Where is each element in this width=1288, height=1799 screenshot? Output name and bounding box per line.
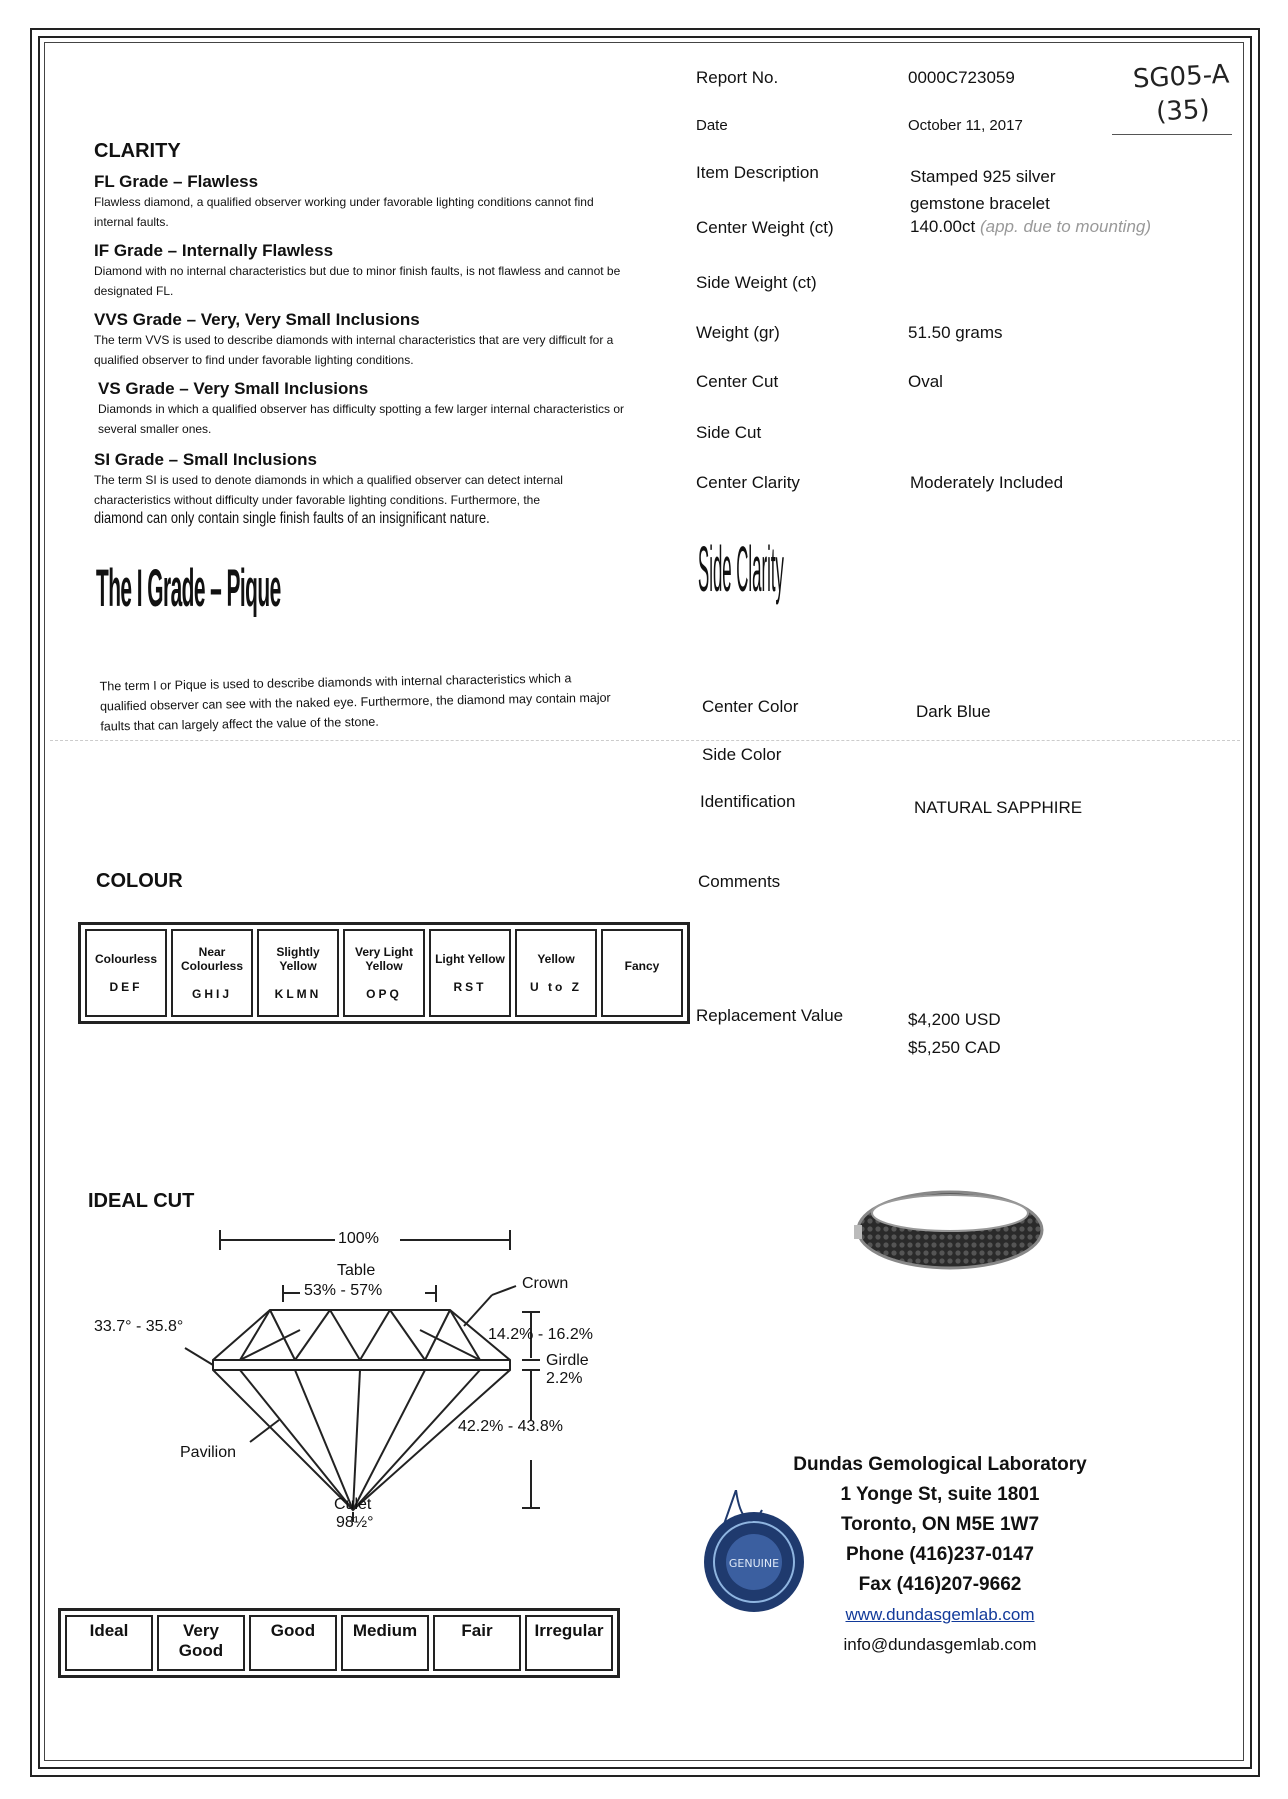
colour-cell: Near Colourless GHIJ	[171, 929, 253, 1017]
clarity-grade-vvs	[94, 310, 634, 370]
grade-title: SI Grade – Small Inclusions	[94, 450, 317, 469]
cut-girdle-value: 2.2%	[546, 1370, 583, 1387]
clarity-grade-si	[94, 450, 714, 528]
cut-culet-label: Culet	[334, 1496, 372, 1513]
clarity-grade-if	[94, 241, 634, 301]
clarity-heading: CLARITY	[94, 140, 181, 162]
field-label-side-cut: Side Cut	[696, 423, 762, 442]
colour-cell: Very Light Yellow OPQ	[343, 929, 425, 1017]
grade-title: FL Grade – Flawless	[94, 172, 259, 191]
field-label-identification: Identification	[700, 792, 796, 811]
field-value-center-color: Dark Blue	[916, 702, 991, 721]
cut-crown-height: 14.2% - 16.2%	[488, 1326, 593, 1343]
cut-girdle-label: Girdle	[546, 1352, 589, 1369]
lab-website-link[interactable]: www.dundasgemlab.com	[845, 1605, 1035, 1624]
grade-title: VS Grade – Very Small Inclusions	[98, 379, 369, 398]
field-value-center-clarity: Moderately Included	[910, 473, 1064, 492]
cut-table-range: 53% - 57%	[304, 1282, 383, 1299]
bracelet-photo	[850, 1185, 1050, 1275]
field-label-date: Date	[696, 117, 728, 134]
field-label-report-no: Report No.	[696, 68, 779, 87]
field-label-side-color: Side Color	[702, 745, 782, 764]
center-weight-note: (app. due to mounting)	[979, 217, 1152, 236]
lab-email: info@dundasgemlab.com	[843, 1635, 1037, 1654]
field-value-weight-gr: 51.50 grams	[908, 323, 1003, 342]
cut-width-label: 100%	[338, 1230, 379, 1247]
lab-phone: Phone (416)237-0147	[846, 1544, 1034, 1565]
grade-text: The term SI is used to denote diamonds in which a qualified observer can detect internal characteristics without difficulty under favorable lighting conditions. Furthermore, the	[94, 473, 563, 507]
field-label-center-color: Center Color	[702, 697, 799, 716]
lab-fax: Fax (416)207-9662	[858, 1574, 1022, 1595]
lab-address-2: Toronto, ON M5E 1W7	[840, 1514, 1040, 1535]
lab-name: Dundas Gemological Laboratory	[793, 1454, 1087, 1475]
grade-text-continuation: diamond can only contain single finish faults of an insignificant nature.	[94, 510, 490, 527]
colour-cell: Slightly Yellow KLMN	[257, 929, 339, 1017]
field-label-item-description: Item Description	[696, 163, 819, 182]
colour-cell: Colourless DEF	[85, 929, 167, 1017]
cut-grade-cell: Medium	[341, 1615, 429, 1671]
field-label-side-clarity: Side Clarity	[698, 535, 784, 606]
colour-cell: Fancy	[601, 929, 683, 1017]
field-label-comments: Comments	[698, 872, 781, 891]
cut-grade-cell: Good	[249, 1615, 337, 1671]
colour-heading: COLOUR	[96, 870, 183, 892]
grade-title: VVS Grade – Very, Very Small Inclusions	[94, 310, 420, 329]
grade-title: IF Grade – Internally Flawless	[94, 241, 334, 260]
colour-cell: Yellow U to Z	[515, 929, 597, 1017]
field-label-center-weight: Center Weight (ct)	[696, 218, 834, 237]
fold-line	[50, 740, 1240, 741]
cut-grade-cell: Fair	[433, 1615, 521, 1671]
cut-crown-angle: 33.7° - 35.8°	[94, 1318, 184, 1335]
handwritten-underline	[1112, 134, 1232, 135]
field-value-replacement-cad: $5,250 CAD	[908, 1038, 1001, 1057]
grade-text: The term VVS is used to describe diamonds with internal characteristics that are very difficult for a qualified observer to find under favorable lighting conditions.	[94, 333, 614, 367]
grade-text: Flawless diamond, a qualified observer working under favorable lighting conditions cannot find internal faults.	[94, 195, 594, 229]
colour-cell: Light Yellow RST	[429, 929, 511, 1017]
pique-text: The term I or Pique is used to describe diamonds with internal characteristics which a qualified observer can see with the naked eye. Furthermore, the diamond may contain major faults that can largely affect the value of the stone.	[99, 671, 611, 734]
field-label-replacement-value: Replacement Value	[696, 1006, 844, 1025]
field-value-report-no: 0000C723059	[908, 68, 1015, 87]
field-value-item-description: Stamped 925 silver gemstone bracelet	[910, 167, 1056, 213]
field-value-identification: NATURAL SAPPHIRE	[914, 798, 1083, 817]
field-value-date: October 11, 2017	[908, 117, 1023, 134]
cut-pavilion-depth: 42.2% - 43.8%	[458, 1418, 563, 1435]
ideal-cut-heading: IDEAL CUT	[88, 1190, 195, 1212]
cut-crown-label: Crown	[522, 1275, 569, 1292]
cut-grade-cell: Very Good	[157, 1615, 245, 1671]
cut-grade-cell: Irregular	[525, 1615, 613, 1671]
field-label-weight-gr: Weight (gr)	[696, 323, 780, 342]
handwritten-note: SG05-A (35)	[1132, 59, 1231, 128]
pique-title: The I Grade – Pique	[96, 560, 281, 619]
field-label-center-cut: Center Cut	[696, 372, 779, 391]
grade-text: Diamonds in which a qualified observer has difficulty spotting a few larger internal characteristics or several smaller ones.	[98, 402, 625, 436]
colour-scale-table	[78, 922, 690, 1024]
field-label-center-clarity: Center Clarity	[696, 473, 800, 492]
cut-table-label: Table	[337, 1262, 376, 1279]
cut-culet-value: 98½°	[336, 1514, 374, 1531]
field-value-replacement-usd: $4,200 USD	[908, 1010, 1001, 1029]
grade-text: Diamond with no internal characteristics but due to minor finish faults, is not flawless and cannot be designated FL.	[94, 264, 621, 298]
cut-grade-cell: Ideal	[65, 1615, 153, 1671]
seal-text: GENUINE	[728, 1557, 780, 1570]
clarity-grade-fl	[94, 172, 634, 232]
field-value-center-cut: Oval	[908, 372, 943, 391]
cut-grade-table	[58, 1608, 620, 1678]
hologram-seal-icon	[692, 1490, 812, 1620]
clarity-grade-vs	[98, 379, 638, 439]
field-value-center-weight: 140.00ct (app. due to mounting)	[910, 217, 1152, 236]
lab-address-1: 1 Yonge St, suite 1801	[840, 1484, 1040, 1505]
field-label-side-weight: Side Weight (ct)	[696, 273, 817, 292]
cut-pavilion-label: Pavilion	[180, 1444, 237, 1461]
